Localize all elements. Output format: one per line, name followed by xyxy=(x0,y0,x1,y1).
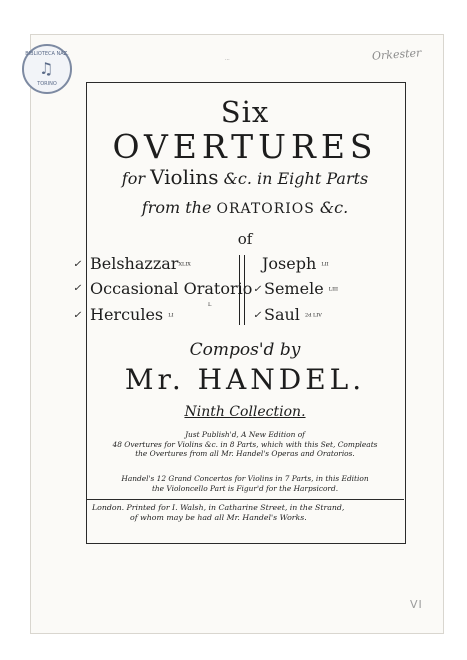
title-for-line xyxy=(86,165,404,189)
title-six: Six xyxy=(220,95,270,129)
column-divider xyxy=(239,255,245,325)
from-text: from the xyxy=(141,198,217,217)
work-ref: L xyxy=(208,302,212,308)
work-ref: LI xyxy=(168,312,174,319)
eight-parts-text: &c. in Eight Parts xyxy=(218,169,369,188)
work-title: Occasional Oratorio xyxy=(90,279,253,298)
work-ref: 2d LIV xyxy=(305,312,322,319)
tiny-mark: ... xyxy=(225,56,230,62)
imprint-line: of whom may be had all Mr. Handel's Works. xyxy=(130,513,307,522)
title-of: of xyxy=(237,230,253,248)
work-belshazzar xyxy=(90,254,191,273)
work-semele xyxy=(264,279,338,298)
composed-by: Compos'd by xyxy=(189,340,301,360)
advert-line: Handel's 12 Grand Concertos for Violins in 7 Parts, in this Edition xyxy=(121,474,369,483)
work-check: ✓ xyxy=(73,283,82,294)
advert-line: the Overtures from all Mr. Handel's Operas and Oratorios. xyxy=(135,449,355,458)
work-check: ✓ xyxy=(253,284,262,295)
work-check: ✓ xyxy=(73,310,82,321)
stamp-bottom-text: TORINO xyxy=(37,81,57,87)
work-title: Saul xyxy=(264,305,300,324)
folio-number: VI xyxy=(410,598,423,611)
work-check: ✓ xyxy=(73,259,82,270)
work-hercules xyxy=(90,305,174,324)
work-ref: LII xyxy=(321,261,329,268)
oratorios-text: ORATORIOS xyxy=(216,201,315,217)
advert-line: the Violoncello Part is Figur'd for the Harpsicord. xyxy=(151,483,339,493)
etc-text: &c. xyxy=(314,198,349,217)
title-overtures: OVERTURES xyxy=(112,127,378,166)
work-joseph xyxy=(262,254,329,273)
for-text: for xyxy=(121,169,151,188)
work-occasional xyxy=(90,279,252,298)
violins-text: Violins xyxy=(150,165,219,189)
work-check: ✓ xyxy=(253,310,262,321)
work-title: Belshazzar xyxy=(90,254,179,273)
stamp-top-text: BIBLIOTECA NAZ. xyxy=(25,51,69,57)
imprint-line: London. Printed for I. Walsh, in Catharine Street, in the Strand, xyxy=(92,503,345,512)
work-ref: XLIX xyxy=(178,261,191,268)
collection-name: Ninth Collection. xyxy=(184,404,306,420)
work-title: Hercules xyxy=(90,305,164,324)
work-ref: LIII xyxy=(328,286,338,293)
publisher-imprint xyxy=(92,503,402,523)
handwritten-signature: Orkester xyxy=(371,46,422,63)
title-from-line xyxy=(86,198,404,217)
advertisement-48-overtures xyxy=(88,430,402,459)
composer-name: Mr. HANDEL. xyxy=(124,363,366,396)
imprint-rule xyxy=(86,499,404,500)
advert-line: Just Publish'd, A New Edition of xyxy=(185,430,305,439)
lyre-icon: ♫ xyxy=(39,59,54,78)
work-saul xyxy=(264,305,322,324)
advertisement-concertos xyxy=(88,474,402,493)
advert-line: 48 Overtures for Violins &c. in 8 Parts, which with this Set, Compleats xyxy=(112,439,378,449)
work-title: Semele xyxy=(264,279,324,298)
work-title: Joseph xyxy=(262,254,317,273)
library-stamp xyxy=(22,44,72,94)
